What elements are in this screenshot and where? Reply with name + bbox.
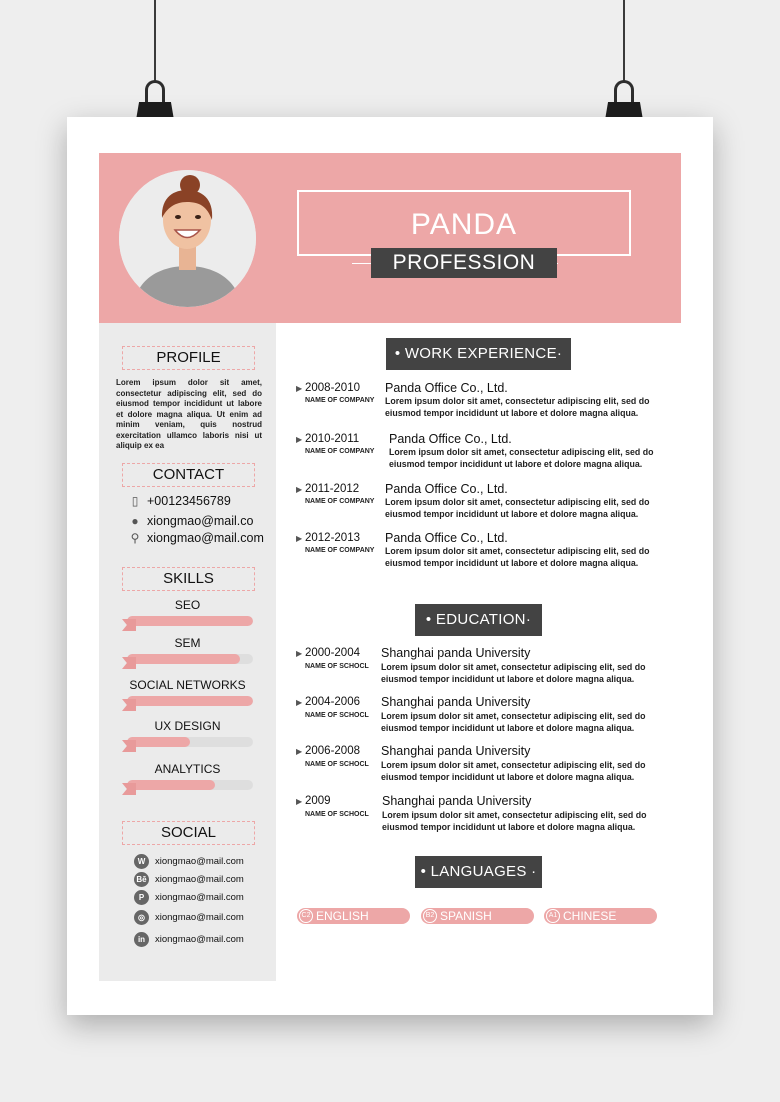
wordpress-icon: W (134, 854, 149, 869)
skill-name: UX DESIGN (154, 719, 221, 733)
skills-heading: SKILLS (122, 567, 255, 591)
profile-text: Lorem ipsum dolor sit amet, consectetur adipiscing elit, sed do eiusmod tempor incididunt ut labore et dolore magna aliqua. Ut enim ad minim veniam, quis nostrud exercitation ullamco laboris nisi ut aliquip ex ea (116, 378, 262, 450)
contact-chat: xiongmao@mail.co (147, 514, 254, 528)
contact-item-location (129, 531, 264, 545)
skill-name: SOCIAL NETWORKS (129, 678, 246, 692)
skill-ribbon (122, 740, 136, 752)
bullet-arrow-icon: ▶ (296, 649, 303, 658)
skill-ribbon (122, 699, 136, 711)
skill-bar-fill (127, 780, 215, 790)
chat-icon: ● (131, 514, 139, 528)
work-label: NAME OF COMPANY (305, 397, 375, 404)
education-school: Shanghai panda University (382, 794, 532, 808)
work-label: NAME OF COMPANY (305, 498, 375, 505)
skill-bar-fill (127, 654, 240, 664)
profession-title: PROFESSION (392, 251, 536, 274)
work-experience-heading: • WORK EXPERIENCE· (386, 338, 571, 370)
social-pinterest-handle: xiongmao@mail.com (155, 892, 244, 904)
work-description: Lorem ipsum dolor sit amet, consectetur adipiscing elit, sed do eiusmod tempor incididunt ut labore et dolore magna aliqua. (385, 497, 650, 519)
social-item-instagram (134, 910, 244, 925)
education-description: Lorem ipsum dolor sit amet, consectetur adipiscing elit, sed do eiusmod tempor incididunt ut labore et dolore magna aliqua. (381, 760, 646, 782)
skill-ribbon (122, 657, 136, 669)
work-company: Panda Office Co., Ltd. (385, 531, 508, 545)
sidebar (99, 323, 276, 981)
social-item-linkedin (134, 932, 244, 947)
contact-item-phone (129, 494, 231, 508)
contact-heading: CONTACT (122, 463, 255, 487)
social-heading: SOCIAL (122, 821, 255, 845)
profile-heading: PROFILE (122, 346, 255, 370)
education-description: Lorem ipsum dolor sit amet, consectetur adipiscing elit, sed do eiusmod tempor incididunt ut labore et dolore magna aliqua. (382, 810, 647, 832)
bullet-arrow-icon: ▶ (296, 797, 303, 806)
education-description: Lorem ipsum dolor sit amet, consectetur adipiscing elit, sed do eiusmod tempor incididunt ut labore et dolore magna aliqua. (381, 662, 646, 684)
phone-icon: ▯ (131, 494, 139, 508)
education-school: Shanghai panda University (381, 744, 531, 758)
hanging-wire-right (623, 0, 625, 82)
work-label: NAME OF COMPANY (305, 547, 375, 554)
skill-bar-fill (127, 616, 253, 626)
language-pill-spanish (421, 908, 534, 924)
skill-bar-fill (127, 696, 253, 706)
social-wordpress-handle: xiongmao@mail.com (155, 856, 244, 868)
education-label: NAME OF SCHOCL (305, 811, 369, 818)
bullet-arrow-icon: ▶ (296, 485, 303, 494)
education-label: NAME OF SCHOCL (305, 663, 369, 670)
bullet-arrow-icon: ▶ (296, 384, 303, 393)
education-years: 2000-2004 (305, 647, 360, 659)
education-label: NAME OF SCHOCL (305, 761, 369, 768)
hanging-wire-left (154, 0, 156, 82)
bullet-arrow-icon: ▶ (296, 534, 303, 543)
skill-bar (127, 616, 253, 626)
social-item-wordpress (134, 854, 244, 869)
work-company: Panda Office Co., Ltd. (385, 381, 508, 395)
work-years: 2008-2010 (305, 382, 360, 394)
work-description: Lorem ipsum dolor sit amet, consectetur adipiscing elit, sed do eiusmod tempor incididunt ut labore et dolore magna aliqua. (389, 447, 654, 469)
skill-name: SEO (174, 598, 201, 612)
work-label: NAME OF COMPANY (305, 448, 375, 455)
candidate-name: PANDA (410, 208, 518, 241)
education-heading: • EDUCATION· (415, 604, 542, 636)
profile-photo (119, 170, 256, 307)
work-company: Panda Office Co., Ltd. (389, 432, 512, 446)
work-years: 2010-2011 (305, 433, 360, 445)
bullet-arrow-icon: ▶ (296, 698, 303, 707)
work-years: 2012-2013 (305, 532, 360, 544)
education-label: NAME OF SCHOCL (305, 712, 369, 719)
bullet-arrow-icon: ▶ (296, 435, 303, 444)
social-item-pinterest (134, 890, 244, 905)
social-item-behance (134, 872, 244, 887)
education-years: 2004-2006 (305, 696, 360, 708)
social-linkedin-handle: xiongmao@mail.com (155, 934, 244, 946)
education-description: Lorem ipsum dolor sit amet, consectetur adipiscing elit, sed do eiusmod tempor incididunt ut labore et dolore magna aliqua. (381, 711, 646, 733)
education-years: 2009 (305, 795, 331, 807)
contact-phone: +00123456789 (147, 494, 231, 508)
skill-name: SEM (174, 636, 201, 650)
linkedin-icon: in (134, 932, 149, 947)
skill-bar (127, 737, 253, 747)
behance-icon: Bē (134, 872, 149, 887)
work-description: Lorem ipsum dolor sit amet, consectetur adipiscing elit, sed do eiusmod tempor incididunt ut labore et dolore magna aliqua. (385, 396, 650, 418)
language-level-badge: C2 (299, 909, 313, 923)
pinterest-icon: P (134, 890, 149, 905)
education-years: 2006-2008 (305, 745, 360, 757)
contact-item-chat (129, 514, 253, 528)
language-name: CHINESE (563, 909, 617, 923)
profession-banner (371, 248, 557, 278)
resume-sheet (67, 117, 713, 1015)
bullet-arrow-icon: ▶ (296, 747, 303, 756)
social-behance-handle: xiongmao@mail.com (155, 874, 244, 886)
skill-ribbon (122, 619, 136, 631)
resume-header (99, 153, 681, 323)
skill-bar (127, 696, 253, 706)
skill-bar (127, 654, 253, 664)
languages-heading: • LANGUAGES · (415, 856, 542, 888)
skill-ribbon (122, 783, 136, 795)
work-description: Lorem ipsum dolor sit amet, consectetur adipiscing elit, sed do eiusmod tempor incididunt ut labore et dolore magna aliqua. (385, 546, 650, 568)
instagram-icon: ◎ (134, 910, 149, 925)
language-pill-chinese (544, 908, 657, 924)
language-pill-english (297, 908, 410, 924)
language-level-badge: B2 (423, 909, 437, 923)
name-frame (297, 190, 631, 256)
social-instagram-handle: xiongmao@mail.com (155, 912, 244, 924)
location-pin-icon: ⚲ (130, 531, 140, 545)
language-level-badge: A1 (546, 909, 560, 923)
language-name: SPANISH (440, 909, 492, 923)
skill-bar (127, 780, 253, 790)
skill-name: ANALYTICS (154, 762, 221, 776)
work-company: Panda Office Co., Ltd. (385, 482, 508, 496)
work-years: 2011-2012 (305, 483, 360, 495)
education-school: Shanghai panda University (381, 646, 531, 660)
education-school: Shanghai panda University (381, 695, 531, 709)
language-name: ENGLISH (316, 909, 369, 923)
skill-bar-fill (127, 737, 190, 747)
contact-location: xiongmao@mail.com (147, 531, 264, 545)
